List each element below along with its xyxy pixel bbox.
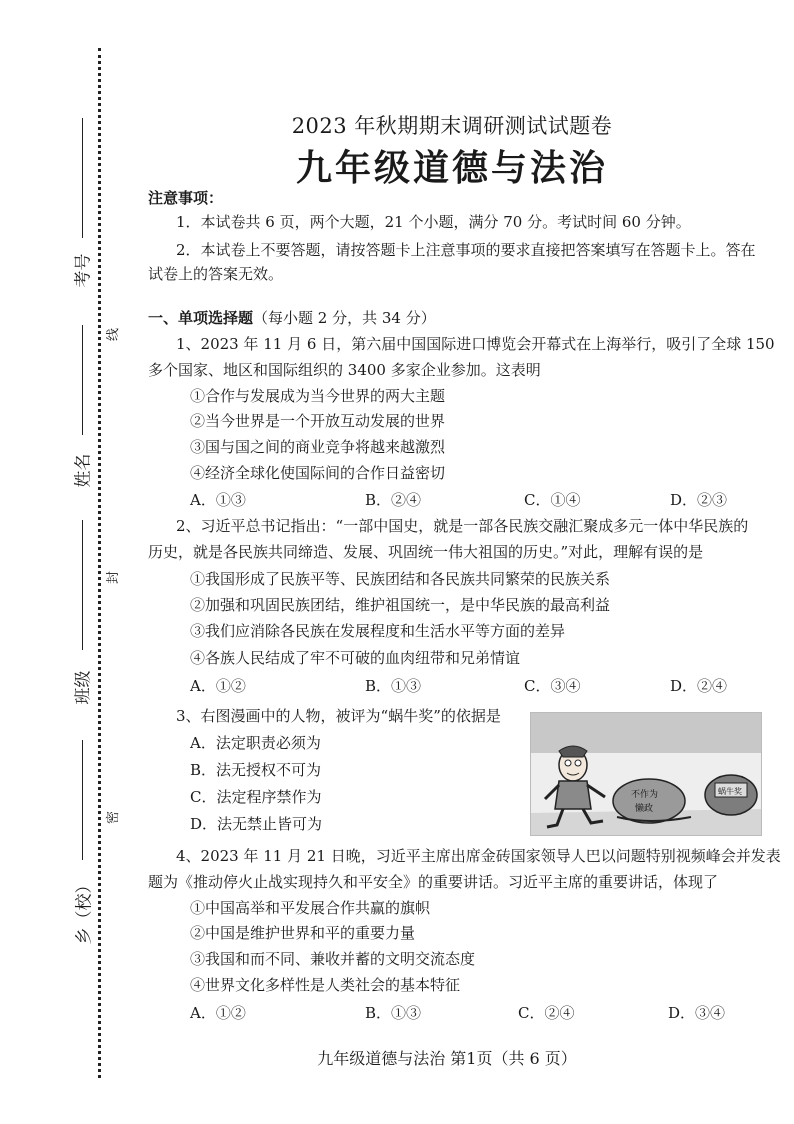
q4-item-3: ③我国和而不同、兼收并蓄的文明交流态度 xyxy=(190,950,476,968)
q2-item-3: ③我们应消除各民族在发展程度和生活水平等方面的差异 xyxy=(190,622,566,640)
seal-char-secret: 密 xyxy=(106,810,122,825)
school-line xyxy=(82,740,83,860)
notice-heading: 注意事项： xyxy=(148,189,224,207)
seal-char-line: 线 xyxy=(106,327,122,342)
q2-item-2: ②加强和巩固民族团结，维护祖国统一，是中华民族的最高利益 xyxy=(190,596,611,614)
q2-stem-line1: 2、习近平总书记指出：“一部中国史，就是一部各民族交融汇聚成多元一体中华民族的 xyxy=(176,517,749,535)
name-line xyxy=(82,325,83,435)
class-line xyxy=(82,520,83,650)
snail-award-comic xyxy=(530,712,762,836)
q1-stem-line2: 多个国家、地区和国际组织的 3400 多家企业参加。这表明 xyxy=(148,361,541,379)
q3-option-d: D．法无禁止皆可为 xyxy=(190,815,323,833)
q2-option-c: C．③④ xyxy=(524,677,581,695)
q3-option-a: A．法定职责必须为 xyxy=(190,734,321,752)
name-label: 姓名 xyxy=(73,453,94,488)
shell-text-1: 不作为 xyxy=(631,790,659,800)
q1-item-4: ④经济全球化使国际间的合作日益密切 xyxy=(190,464,446,482)
q3-option-c: C．法定程序禁作为 xyxy=(190,788,322,806)
q4-stem-line2: 题为《推动停火止战实现持久和平安全》的重要讲话。习近平主席的重要讲话，体现了 xyxy=(148,873,719,891)
school-label: 乡（校） xyxy=(74,876,95,945)
q1-option-a: A．①③ xyxy=(190,491,246,509)
q1-stem-line1: 1、2023 年 11 月 6 日，第六届中国国际进口博览会开幕式在上海举行，吸引了全球 150 xyxy=(176,335,775,353)
subject-title: 九年级道德与法治 xyxy=(295,147,608,189)
seal-dotted-line xyxy=(98,48,101,1078)
comic-illustration xyxy=(531,713,761,835)
q4-item-1: ①中国高举和平发展合作共赢的旗帜 xyxy=(190,899,431,917)
q4-option-b: B．①③ xyxy=(365,1004,422,1022)
q2-item-4: ④各族人民结成了牢不可破的血肉纽带和兄弟情谊 xyxy=(190,649,521,667)
page-footer: 九年级道德与法治 第1页（共 6 页） xyxy=(317,1049,577,1068)
section-heading xyxy=(148,308,436,328)
q3-stem: 3、右图漫画中的人物，被评为“蜗牛奖”的依据是 xyxy=(176,707,501,725)
notice-item-1: 1．本试卷共 6 页，两个大题，21 个小题，满分 70 分。考试时间 60 分钟。 xyxy=(176,213,691,231)
q4-option-c: C．②④ xyxy=(518,1004,575,1022)
q4-item-2: ②中国是维护世界和平的重要力量 xyxy=(190,924,416,942)
q1-item-2: ②当今世界是一个开放互动发展的世界 xyxy=(190,412,446,430)
section-note: （每小题 2 分，共 34 分） xyxy=(253,309,436,327)
q2-item-1: ①我国形成了民族平等、民族团结和各民族共同繁荣的民族关系 xyxy=(190,570,611,588)
section-title: 一、单项选择题 xyxy=(148,309,254,327)
exam-title: 2023 年秋期期末调研测试试题卷 xyxy=(291,114,613,138)
q2-option-b: B．①③ xyxy=(365,677,422,695)
q3-option-b: B．法无授权不可为 xyxy=(190,761,322,779)
q1-option-c: C．①④ xyxy=(524,491,581,509)
notice-item-2: 2．本试卷上不要答题，请按答题卡上注意事项的要求直接把答案填写在答题卡上。答在 xyxy=(176,241,756,259)
q1-item-1: ①合作与发展成为当今世界的两大主题 xyxy=(190,387,446,405)
q1-item-3: ③国与国之间的商业竞争将越来越激烈 xyxy=(190,438,446,456)
q4-option-d: D．③④ xyxy=(668,1004,726,1022)
q4-stem-line1: 4、2023 年 11 月 21 日晚，习近平主席出席金砖国家领导人巴以问题特别视频峰会并发表 xyxy=(176,847,781,865)
q2-option-a: A．①② xyxy=(190,677,246,695)
q1-option-d: D．②③ xyxy=(670,491,728,509)
q1-option-b: B．②④ xyxy=(365,491,422,509)
shell-text-2: 懒政 xyxy=(635,804,654,814)
notice-item-2-cont: 试卷上的答案无效。 xyxy=(148,265,284,283)
exam-number-label: 考号 xyxy=(73,253,94,288)
seal-char-seal: 封 xyxy=(106,570,122,585)
q2-option-d: D．②④ xyxy=(670,677,728,695)
q2-stem-line2: 历史，就是各民族共同缔造、发展、巩固统一伟大祖国的历史。”对此，理解有误的是 xyxy=(148,543,704,561)
q4-item-4: ④世界文化多样性是人类社会的基本特征 xyxy=(190,976,461,994)
q4-option-a: A．①② xyxy=(190,1004,246,1022)
award-sign-text: 蜗牛奖 xyxy=(718,787,742,796)
class-label: 班级 xyxy=(73,670,94,705)
